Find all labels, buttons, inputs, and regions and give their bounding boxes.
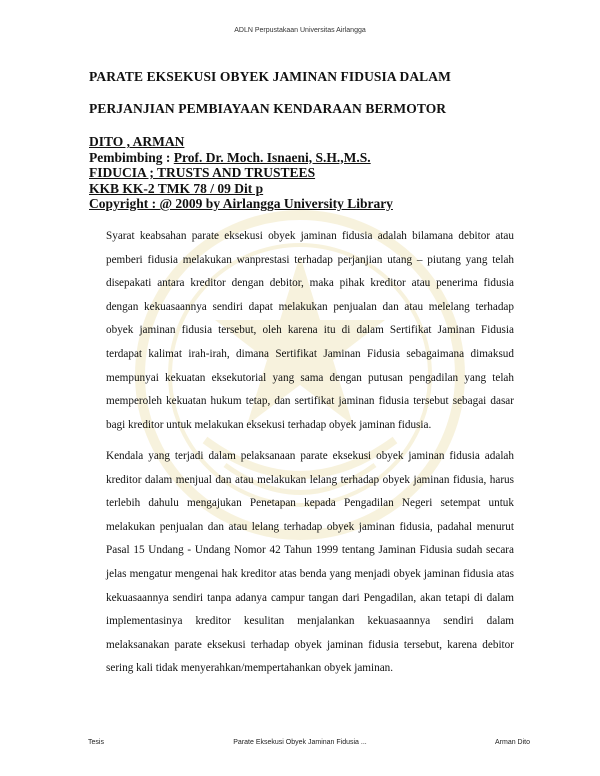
page-footer — [0, 739, 600, 751]
abstract-paragraph-1: Syarat keabsahan parate eksekusi obyek jaminan fidusia adalah bilamana debitor atau pemberi fidusia melakukan wanprestasi terhadap perjanjian utang – piutang yang telah disepakati antara kreditor dengan debitor, maka pihak kreditor atau penerima fidusia dengan kekuasaannya sendiri dapat melakukan penjualan dan atau melelang terhadap obyek jaminan fidusia tersebut, oleh karena itu di dalam Sertifikat Jaminan Fidusia terdapat kalimat irah-irah, dimana Sertifikat Jaminan Fidusia sebagaimana dimaksud mempunyai kekuatan eksekutorial yang sama dengan putusan pengadilan yang telah memperoleh kekuatan hukum tetap, dan sertifikat jaminan fidusia tersebut sebagai dasar bagi kreditor untuk melakukan eksekusi terhadap obyek jaminan fidusia. — [106, 230, 514, 431]
metadata-block — [89, 134, 393, 212]
supervisor — [89, 150, 393, 166]
copyright: Copyright : @ 2009 by Airlangga University Library — [89, 196, 393, 211]
title-line-1: PARATE EKSEKUSI OBYEK JAMINAN FIDUSIA DALAM — [89, 69, 451, 84]
supervisor-name: Prof. Dr. Moch. Isnaeni, S.H.,M.S. — [173, 149, 371, 165]
footer-left: Tesis — [88, 739, 104, 746]
title-line-2: PERJANJIAN PEMBIAYAAN KENDARAAN BERMOTOR — [89, 101, 447, 116]
footer-center: Parate Eksekusi Obyek Jaminan Fidusia ... — [233, 739, 367, 746]
author: DITO , ARMAN — [89, 134, 185, 149]
footer-right: Arman Dito — [494, 739, 530, 746]
abstract-paragraph-2: Kendala yang terjadi dalam pelaksanaan parate eksekusi obyek jaminan fidusia adalah kreditor dalam menjual dan atau melakukan lelang terhadap obyek jaminan fidusia, harus terlebih dahulu mengajukan Penetapan kepada Pengadilan Negeri setempat untuk melakukan penjualan dan atau lelang terhadap obyek jaminan fidusia, padahal menurut Pasal 15 Undang - Undang Nomor 42 Tahun 1999 tentang Jaminan Fidusia sudah secara jelas mengatur mengenai hak kreditor atas benda yang menjadi obyek jaminan fidusia atas kekuasaannya sendiri tanpa adanya campur tangan dari Pengadilan, akan tetapi di dalam implementasinya kreditor kesulitan menjalankan kekuasaannya sendiri dalam melaksanakan parate eksekusi terhadap obyek jaminan fidusia tersebut, karena debitor sering kali tidak menyerahkan/mempertahankan obyek jaminan. — [106, 450, 514, 675]
subject: FIDUCIA ; TRUSTS AND TRUSTEES — [89, 165, 316, 180]
page-header: ADLN Perpustakaan Universitas Airlangga — [234, 27, 366, 34]
supervisor-label: Pembimbing : — [89, 149, 174, 165]
call-number: KKB KK-2 TMK 78 / 09 Dit p — [89, 180, 264, 196]
